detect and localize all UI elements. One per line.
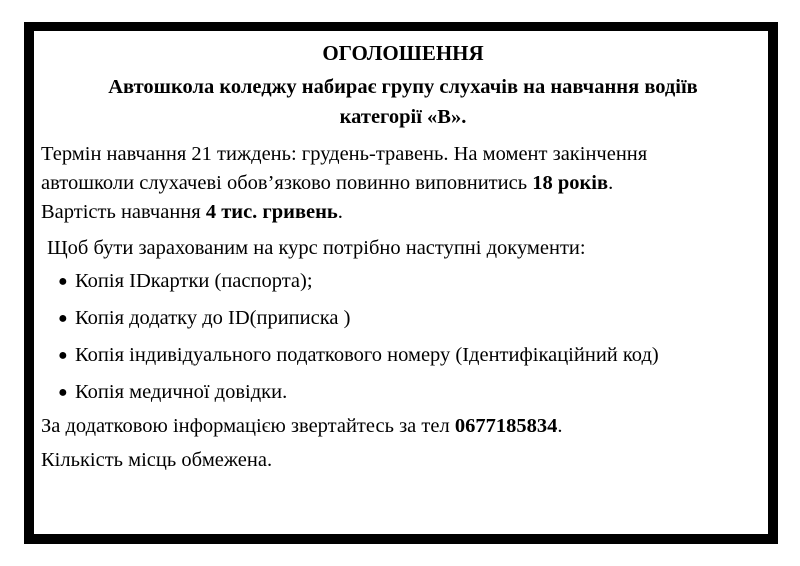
contact-line bbox=[41, 412, 765, 441]
term-period: . bbox=[608, 172, 614, 194]
seats-notice: Кількість місць обмежена. bbox=[41, 449, 273, 471]
bullet-icon: ● bbox=[58, 384, 68, 401]
documents-list bbox=[41, 263, 765, 411]
subtitle-line-1: Автошкола коледжу набирає групу слухачів на навчання водіїв bbox=[108, 76, 698, 98]
cost-line bbox=[41, 198, 765, 227]
cost-label: Вартість навчання bbox=[41, 201, 206, 223]
bullet-icon: ● bbox=[58, 310, 68, 327]
contact-label: За додатковою інформацією звертайтесь за тел bbox=[41, 415, 455, 437]
term-line-2 bbox=[41, 169, 765, 198]
list-item bbox=[41, 374, 765, 411]
minimum-age: 18 років bbox=[532, 172, 609, 194]
documents-intro: Щоб бути зарахованим на курс потрібно наступні документи: bbox=[47, 237, 586, 259]
document-label: Копія медичної довідки. bbox=[75, 381, 288, 403]
bullet-icon: ● bbox=[58, 273, 68, 290]
cost-value: 4 тис. гривень bbox=[205, 201, 338, 223]
term-paragraph bbox=[41, 140, 765, 227]
term-line-1: Термін навчання 21 тиждень: грудень-травень. На момент закінчення bbox=[41, 143, 648, 165]
list-item bbox=[41, 300, 765, 337]
list-item bbox=[41, 337, 765, 374]
announcement-title: ОГОЛОШЕННЯ bbox=[322, 41, 484, 65]
announcement-subtitle bbox=[41, 72, 765, 132]
contact-period: . bbox=[557, 415, 563, 437]
document-label: Копія IDкартки (паспорта); bbox=[75, 270, 313, 292]
document-label: Копія індивідуального податкового номеру (Ідентифікаційний код) bbox=[75, 344, 659, 366]
term-text: автошколи слухачеві обов’язково повинно виповнитись bbox=[41, 172, 533, 194]
subtitle-line-2: категорії «В». bbox=[339, 106, 467, 128]
announcement-content bbox=[41, 36, 765, 475]
bullet-icon: ● bbox=[58, 347, 68, 364]
list-item bbox=[41, 263, 765, 300]
contact-phone: 0677185834 bbox=[454, 415, 558, 437]
document-label: Копія додатку до ID(приписка ) bbox=[75, 307, 351, 329]
cost-period: . bbox=[337, 201, 343, 223]
